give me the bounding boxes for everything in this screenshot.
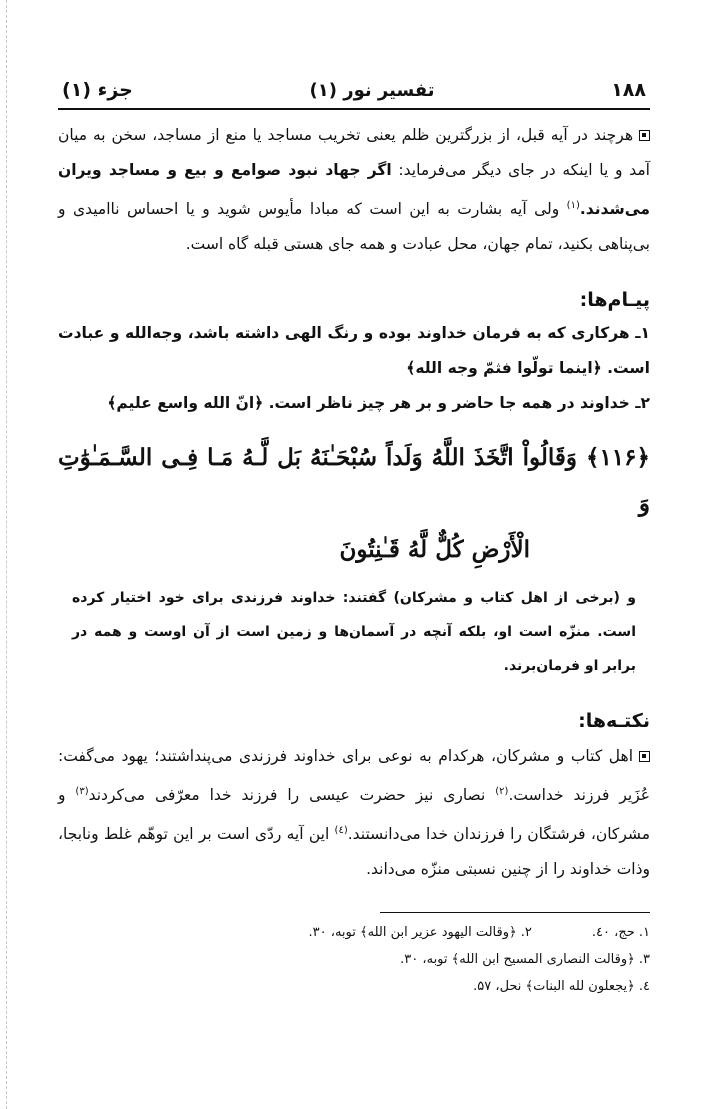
intro-paragraph xyxy=(58,118,650,262)
payam-item-2: ۲ـ خداوند در همه جا حاضر و بر هر چیز ناظر است. ﴿انّ الله واسع علیم﴾ xyxy=(107,394,650,413)
footnote-2: ۲. ﴿وقالت الیهود عزیر ابن الله﴾ توبه، ۳٠. xyxy=(308,925,532,940)
nokteh-text-d: این آیه ردّی است بر این توهّم غلط ونابجا، وذات خداوند را از چنین نسبتی منزّه می‌داند. xyxy=(58,825,650,879)
nokteh-text-c: و مشرکان، فرشتگان را فرزندان خدا می‌دانستند. xyxy=(58,786,650,844)
quran-verse xyxy=(58,435,650,573)
footnote-4: ٤. ﴿یجعلون لله البنات﴾ نحل، ۵۷. xyxy=(473,979,650,994)
book-title: تفسیر نور (۱) xyxy=(309,79,435,101)
payamha-heading: پیـام‌ها: xyxy=(579,289,650,312)
intro-text-a: هرچند در آیه قبل، از بزرگترین ظلم یعنی تخریب مساجد یا منع از مساجد، سخن به میان آمد و یا اینکه در جای دیگر می‌فرماید: xyxy=(58,126,650,179)
square-bullet-icon xyxy=(639,130,650,141)
verse-line-2: الْأَرْضِ كُلٌّ لَّهُ قَـٰنِتُونَ xyxy=(339,536,530,564)
footnote-ref-3: (۳) xyxy=(75,786,89,798)
footnote-row-1 xyxy=(58,919,650,946)
footnote-ref-4: (٤) xyxy=(334,825,348,837)
footnote-1: ۱. حج، ٤٠. xyxy=(591,925,650,940)
margin-guide xyxy=(6,0,7,1109)
footnote-ref-1: (۱) xyxy=(566,200,580,211)
footnote-ref-2: (۲) xyxy=(495,786,509,798)
payam-item-1: ۱ـ هرکاری که به فرمان خداوند بوده و رنگ الهی داشته باشد، وجه‌الله و عبادت است. ﴿اینما تولّوا فثمّ وجه الله﴾ xyxy=(58,324,650,378)
verse-translation: و (برخی از اهل کتاب و مشرکان) گفتند: خداوند فرزندی برای خود اختیار کرده است. منزّه است او، بلکه آنچه در آسمان‌ها و زمین است از آن اوست و همه در برابر او فرمان‌برند. xyxy=(72,590,636,675)
page-number: ۱۸۸ xyxy=(611,79,646,101)
footnotes xyxy=(58,912,650,1000)
square-bullet-icon xyxy=(639,751,650,762)
volume-label: جزء (۱) xyxy=(62,79,133,101)
intro-text-b: ولی آیه بشارت به این است که مبادا مأیوس شوید و یا احساس ناامیدی و بی‌پناهی بکنید، تمام جهان، محل عبادت و همه جای هستی قبله گاه است. xyxy=(58,200,650,254)
intro-bold-quote: اگر جهاد نبود صوامع و بیع و مساجد ویران می‌شدند. xyxy=(58,161,650,219)
footnote-divider xyxy=(380,912,650,913)
verse-line-1: ﴿۱۱۶﴾ وَقَالُواْ اتَّخَذَ اللَّهُ وَلَداً سُبْحَـٰنَهُ بَل لَّـهُ مَـا فِـی السَّـمَـٰوَٰتِ وَ xyxy=(58,444,650,518)
footnote-3: ۳. ﴿وقالت النصاری المسیح ابن الله﴾ توبه، ۳٠. xyxy=(400,952,650,967)
nokteh-text-a: اهل کتاب و مشرکان، هرکدام به نوعی برای خداوند فرزندی می‌پنداشتند؛ یهود می‌گفت: عُزَیر فرزند خداست. xyxy=(58,747,651,805)
nokteh-text-b: نصاری نیز حضرت عیسی را فرزند خدا معرّفی می‌کردند xyxy=(88,786,496,805)
noktehha-heading: نکتـه‌ها: xyxy=(578,710,650,733)
nokteh-paragraph xyxy=(58,739,650,887)
page-header xyxy=(58,72,650,110)
book-page xyxy=(58,72,650,1072)
